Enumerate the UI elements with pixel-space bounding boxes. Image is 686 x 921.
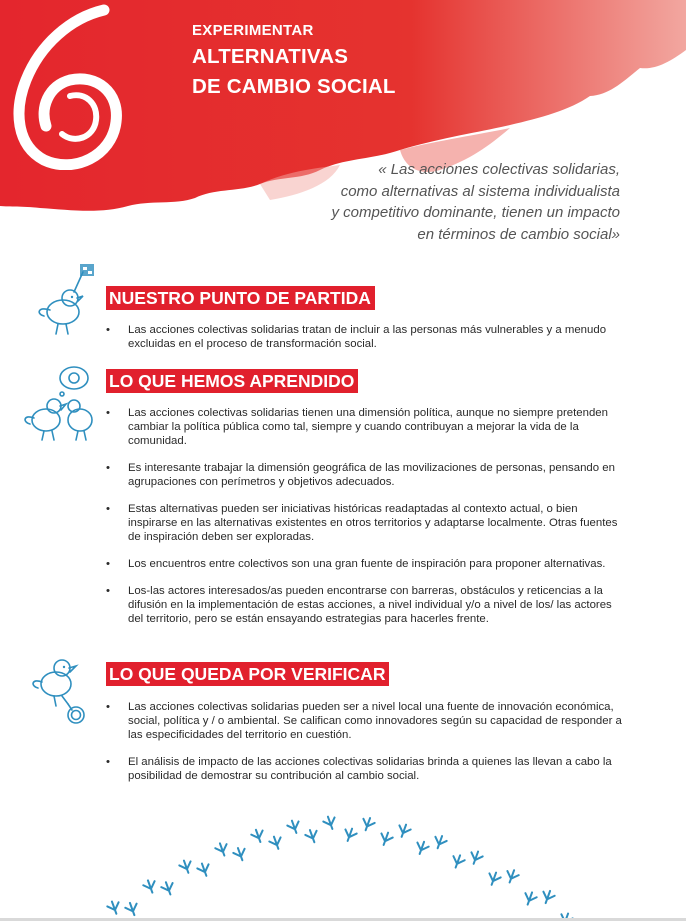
footprint-mark xyxy=(360,816,376,832)
quote-line: como alternativas al sistema individualista xyxy=(340,182,620,200)
section-heading-learned: LO QUE HEMOS APRENDIDO xyxy=(106,369,358,393)
quote-line: y competitivo dominante, tienen un impacto xyxy=(331,204,620,221)
number-six-graphic xyxy=(0,0,130,170)
footprint-mark xyxy=(450,853,466,869)
list-item: • Estas alternativas pueden ser iniciativas históricas readaptadas al contexto actual, o bien inspirarse en las alternativas existentes en otros territorios y adaptarse localmente. Otras fuentes de inspiración deben ser exploradas. xyxy=(106,502,626,544)
intro-quote xyxy=(260,159,620,245)
two-birds-thinking-icon xyxy=(18,360,103,445)
bird-with-magnifier-icon xyxy=(26,648,101,728)
list-item: • Las acciones colectivas solidarias pueden ser a nivel local una fuente de innovación económica, social, política y / o ambiental. Se califican como innovadores según su capacidad de responder a las especificidades del territorio en cuestión. xyxy=(106,700,626,742)
list-item: • Es interesante trabajar la dimensión geográfica de las movilizaciones de personas, pensando en agrupaciones con perímetros y objetivos adecuados. xyxy=(106,461,626,489)
bird-with-flag-icon xyxy=(28,262,103,342)
footprint-mark xyxy=(124,901,140,917)
bird-tracks-illustration xyxy=(100,800,580,921)
footprint-mark xyxy=(214,841,230,857)
footprint-mark xyxy=(268,835,284,851)
footprint-mark xyxy=(540,889,556,905)
section-heading-to-verify: LO QUE QUEDA POR VERIFICAR xyxy=(106,662,389,686)
footprint-mark xyxy=(378,831,394,847)
section-2-list xyxy=(106,406,626,626)
footprint-mark xyxy=(106,899,122,915)
list-item: • El análisis de impacto de las acciones colectivas solidarias brinda a quienes las llevan a cabo la posibilidad de demostrar su contribución al cambio social. xyxy=(106,755,626,783)
footprint-mark xyxy=(396,823,412,839)
footprint-mark xyxy=(142,878,158,894)
footprint-mark xyxy=(178,859,194,875)
footprint-mark xyxy=(196,862,212,878)
chapter-title-line-1: ALTERNATIVAS xyxy=(192,45,349,68)
footprint-mark xyxy=(432,834,448,850)
footprint-mark xyxy=(322,815,338,831)
quote-line: « Las acciones colectivas solidarias, xyxy=(378,161,620,178)
footprint-mark xyxy=(468,850,484,866)
footprint-mark xyxy=(304,828,320,844)
chapter-title-line-2: DE CAMBIO SOCIAL xyxy=(192,75,396,98)
section-1-list xyxy=(106,323,626,351)
footprint-mark xyxy=(286,819,302,835)
footprint-mark xyxy=(232,846,248,862)
footprint-mark xyxy=(504,868,520,884)
quote-line: en términos de cambio social» xyxy=(417,225,620,243)
list-item: • Los encuentros entre colectivos son una gran fuente de inspiración para proponer alternativas. xyxy=(106,557,626,571)
list-item: • Los-las actores interesados/as pueden encontrarse con barreras, obstáculos y reticencias a la difusión en la implementación de estas acciones, a nivel individual y/o a nivel de los/ las actores del territorio, pero se están ensayando estrategias para hacerles frente. xyxy=(106,584,626,626)
list-item: • Las acciones colectivas solidarias tienen una dimensión política, aunque no siempre pretenden cambiar la política pública como tal, siempre y cuando contribuyan a mejorar la vida de la comunidad. xyxy=(106,406,626,448)
footprint-mark xyxy=(160,880,176,896)
section-heading-starting-point: NUESTRO PUNTO DE PARTIDA xyxy=(106,286,375,310)
footprint-mark xyxy=(414,840,430,856)
footprint-mark xyxy=(342,827,358,843)
chapter-kicker: EXPERIMENTAR xyxy=(192,22,314,39)
footprint-mark xyxy=(486,871,502,887)
footprint-mark xyxy=(522,890,538,906)
section-3-list xyxy=(106,700,626,783)
list-item: • Las acciones colectivas solidarias tratan de incluir a las personas más vulnerables y a menudo excluidas en el proceso de transformación social. xyxy=(106,323,626,351)
footprint-mark xyxy=(250,828,266,844)
